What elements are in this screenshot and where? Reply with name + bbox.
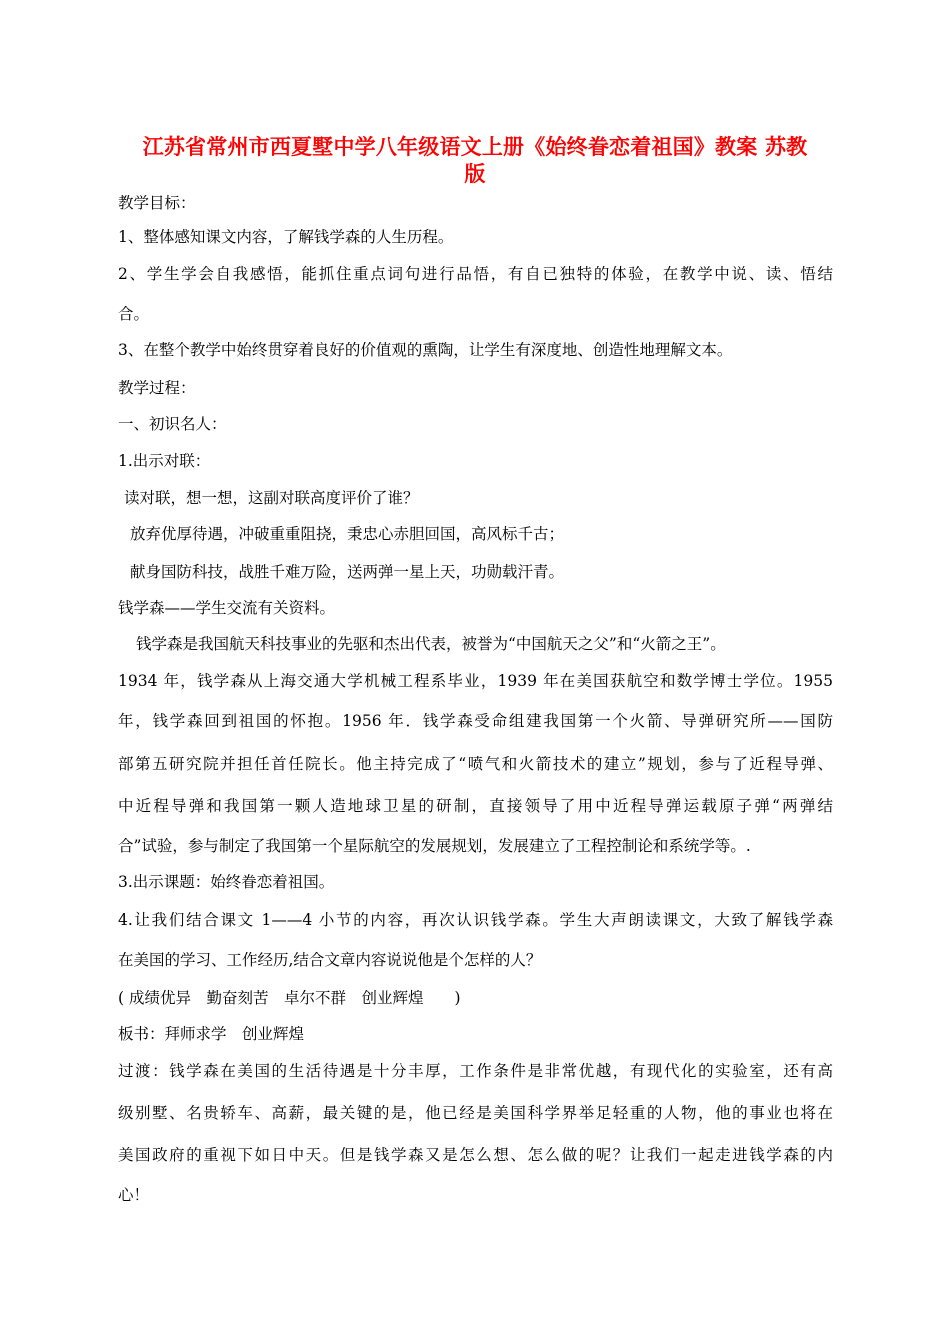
- couplet-line-2: 献身国防科技，战胜千难万险，送两弹一星上天，功勋载汗青。: [130, 563, 565, 581]
- traits-list: ( 成绩优异 勤奋刻苦 卓尔不群 创业辉煌 ): [118, 989, 461, 1007]
- bio-line-5: 中近程导弹和我国第一颗人造地球卫星的研制，直接领导了用中近程导弹运载原子弹“两弹结: [118, 797, 833, 815]
- student-exchange: 钱学森——学生交流有关资料。: [118, 599, 336, 617]
- transition-line-2: 级别墅、名贵轿车、高薪，最关键的是，他已经是美国科学界举足轻重的人物，他的事业也将在: [118, 1104, 833, 1122]
- transition-line-1: 过渡：钱学森在美国的生活待遇是十分丰厚，工作条件是非常优越，有现代化的实验室，还有高: [118, 1062, 833, 1080]
- step-1-heading: 1.出示对联：: [118, 452, 211, 470]
- step-4-line-2: 在美国的学习、工作经历,结合文章内容说说他是个怎样的人？: [118, 951, 542, 969]
- couplet-line-1: 放弃优厚待遇，冲破重重阻挠，秉忠心赤胆回国，高风标千古；: [130, 525, 565, 543]
- objective-2-line-1: 2、学生学会自我感悟，能抓住重点词句进行品悟，有自已独特的体验，在教学中说、读、悟结: [118, 265, 833, 283]
- transition-line-3: 美国政府的重视下如日中天。但是钱学森又是怎么想、怎么做的呢？让我们一起走进钱学森的内: [118, 1146, 833, 1164]
- couplet-question: 读对联，想一想，这副对联高度评价了谁？: [124, 489, 419, 507]
- bio-line-6: 合”试验，参与制定了我国第一个星际航空的发展规划，发展建立了工程控制论和系统学等。.: [118, 837, 751, 855]
- bio-line-3: 年，钱学森回到祖国的怀抱。1956 年．钱学森受命组建我国第一个火箭、导弹研究所——国防: [118, 712, 833, 730]
- title-line-1: 江苏省常州市西夏墅中学八年级语文上册《始终眷恋着祖国》教案 苏教: [142, 134, 808, 159]
- bio-line-2: 1934 年，钱学森从上海交通大学机械工程系毕业，1939 年在美国获航空和数学博士学位。1955: [118, 672, 833, 690]
- step-4-line-1: 4.让我们结合课文 1——4 小节的内容，再次认识钱学森。学生大声朗读课文，大致了解钱学森: [118, 911, 833, 929]
- transition-line-4: 心！: [118, 1186, 150, 1204]
- objective-1: 1、整体感知课文内容，了解钱学森的人生历程。: [118, 228, 454, 246]
- document-title: [110, 133, 840, 187]
- bio-line-4: 部第五研究院并担任首任院长。他主持完成了“喷气和火箭技术的建立”规划，参与了近程导弹、: [118, 755, 833, 773]
- objective-3: 3、在整个教学中始终贯穿着良好的价值观的熏陶，让学生有深度地、创造性地理解文本。: [118, 341, 733, 359]
- section-1-heading: 一、初识名人：: [118, 415, 227, 433]
- board-note: 板书：拜师求学 创业辉煌: [118, 1025, 305, 1043]
- bio-line-1: 钱学森是我国航天科技事业的先驱和杰出代表，被誉为“中国航天之父”和“火箭之王”。: [136, 635, 726, 653]
- title-line-2: 版: [464, 161, 486, 186]
- step-3: 3.出示课题：始终眷恋着祖国。: [118, 873, 335, 891]
- objective-2-line-2: 合。: [118, 305, 150, 323]
- heading-objectives: 教学目标：: [118, 194, 196, 212]
- heading-process: 教学过程：: [118, 379, 196, 397]
